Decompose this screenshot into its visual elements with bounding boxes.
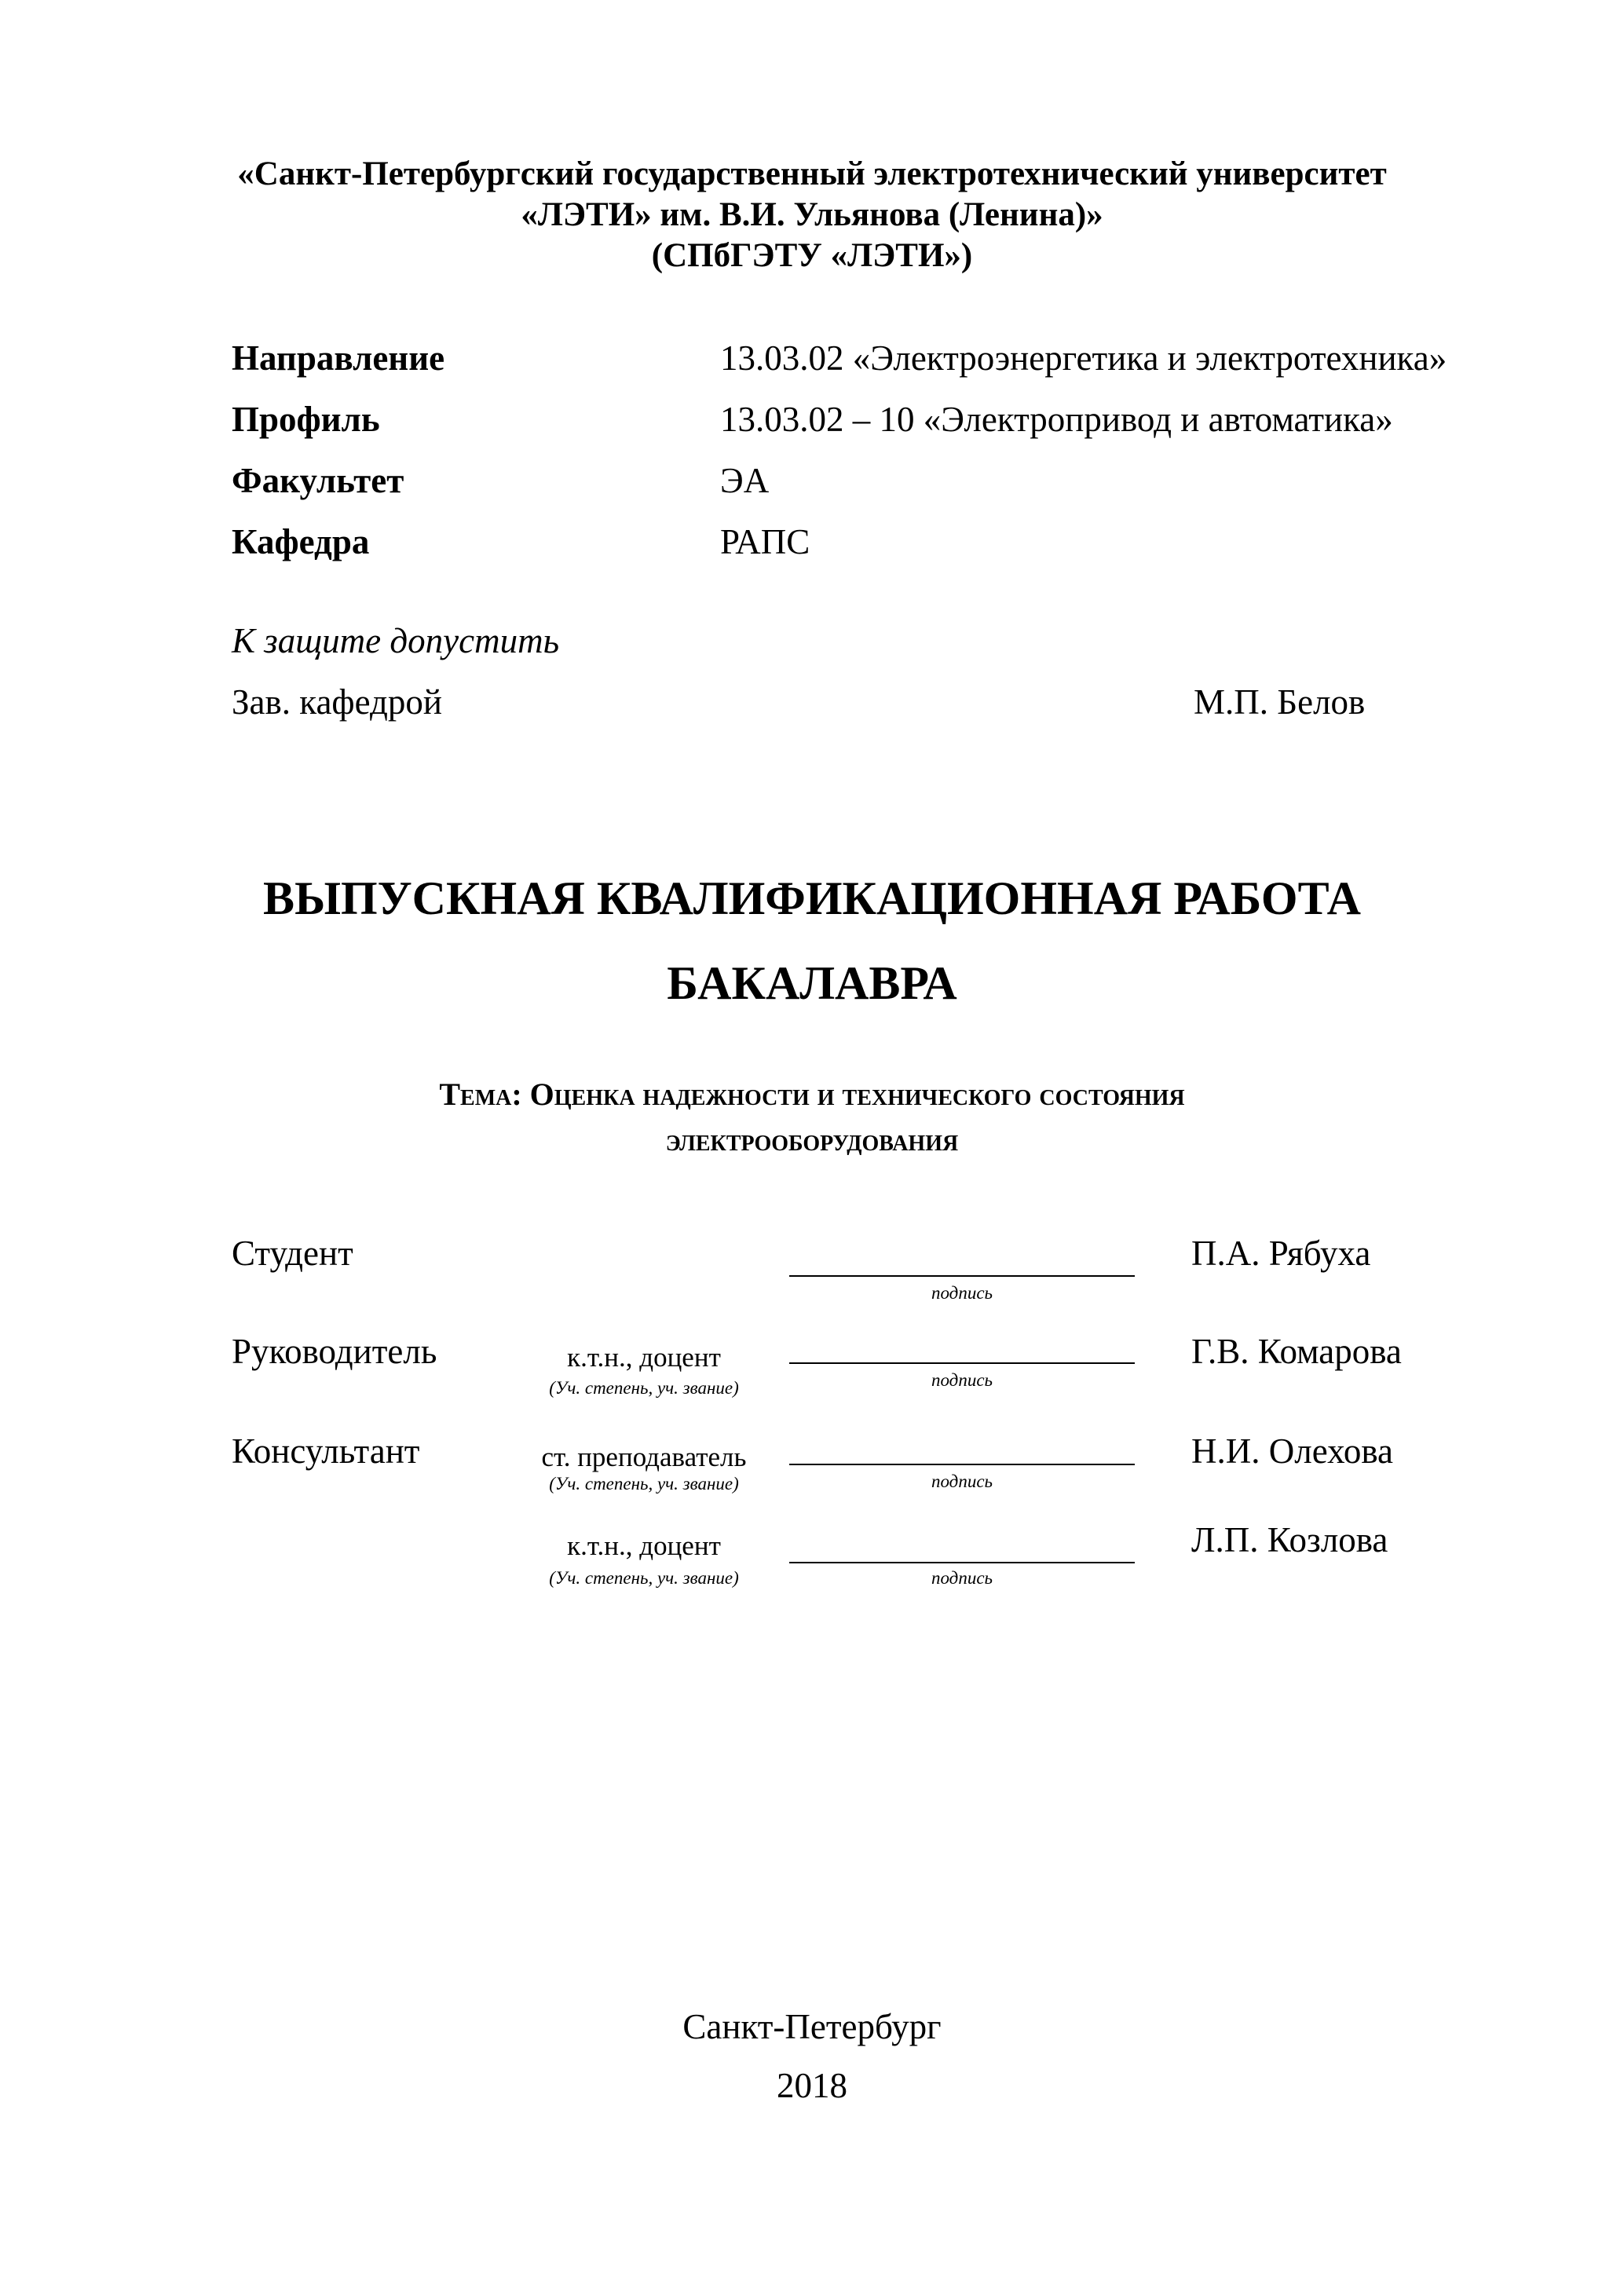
university-header [0,154,1624,276]
signature-hint: подпись [931,1568,993,1588]
document-title-line-2: БАКАЛАВРА [667,957,957,1009]
signature-line [789,1362,1135,1364]
signature-row-supervisor [0,1331,1624,1417]
signature-name: Г.В. Комарова [1191,1332,1402,1371]
signature-degree: к.т.н., доцент [567,1342,721,1373]
signature-line [789,1562,1135,1563]
approval-role: Зав. кафедрой [232,682,442,722]
signature-role: Студент [232,1234,353,1273]
signature-line [789,1275,1135,1277]
signature-hint: подпись [931,1283,993,1303]
signature-degree-hint: (Уч. степень, уч. звание) [549,1568,739,1588]
university-name-line-1: «Санкт-Петербургский государственный электротехнический университет [237,155,1387,192]
signature-role: Консультант [232,1431,420,1471]
info-row-department [232,521,1567,569]
topic [0,1072,1624,1163]
university-abbreviation: (СПбГЭТУ «ЛЭТИ») [651,237,973,274]
approval-name: М.П. Белов [1194,682,1366,722]
info-label: Факультет [232,461,404,500]
document-title [0,856,1624,1026]
signature-hint: подпись [931,1370,993,1390]
approval-text: К защите допустить [232,621,560,660]
signature-degree-hint: (Уч. степень, уч. звание) [549,1474,739,1493]
university-name-line-2: «ЛЭТИ» им. В.И. Ульянова (Ленина)» [521,196,1103,233]
info-label: Профиль [232,400,380,439]
footer-city: Санкт-Петербург [682,2007,942,2046]
info-value: РАПС [720,522,810,561]
signature-degree: к.т.н., доцент [567,1530,721,1561]
info-label: Кафедра [232,522,370,561]
info-label: Направление [232,338,445,378]
signature-role: Руководитель [232,1332,437,1371]
signature-line [789,1464,1135,1465]
info-value: ЭА [720,461,770,500]
topic-line-1: Тема: Оценка надежности и технического состояния [439,1077,1185,1112]
info-row-direction [232,338,1567,385]
signature-name: Л.П. Козлова [1191,1520,1388,1559]
info-row-profile [232,399,1567,446]
signature-row-consultant-2 [0,1519,1624,1606]
footer-year: 2018 [777,2066,847,2105]
signature-row-student [0,1233,1624,1319]
info-row-faculty [232,460,1567,507]
signature-degree-hint: (Уч. степень, уч. звание) [549,1378,739,1398]
signature-degree: ст. преподаватель [541,1442,747,1472]
info-value: 13.03.02 – 10 «Электропривод и автоматика» [720,400,1393,439]
document-title-line-1: ВЫПУСКНАЯ КВАЛИФИКАЦИОННАЯ РАБОТА [263,872,1361,924]
topic-line-2: электрооборудования [665,1122,959,1157]
signature-hint: подпись [931,1472,993,1491]
signature-name: П.А. Рябуха [1191,1234,1371,1273]
signature-name: Н.И. Олехова [1191,1431,1393,1471]
info-value: 13.03.02 «Электроэнергетика и электротехника» [720,338,1447,378]
signature-row-consultant [0,1431,1624,1517]
